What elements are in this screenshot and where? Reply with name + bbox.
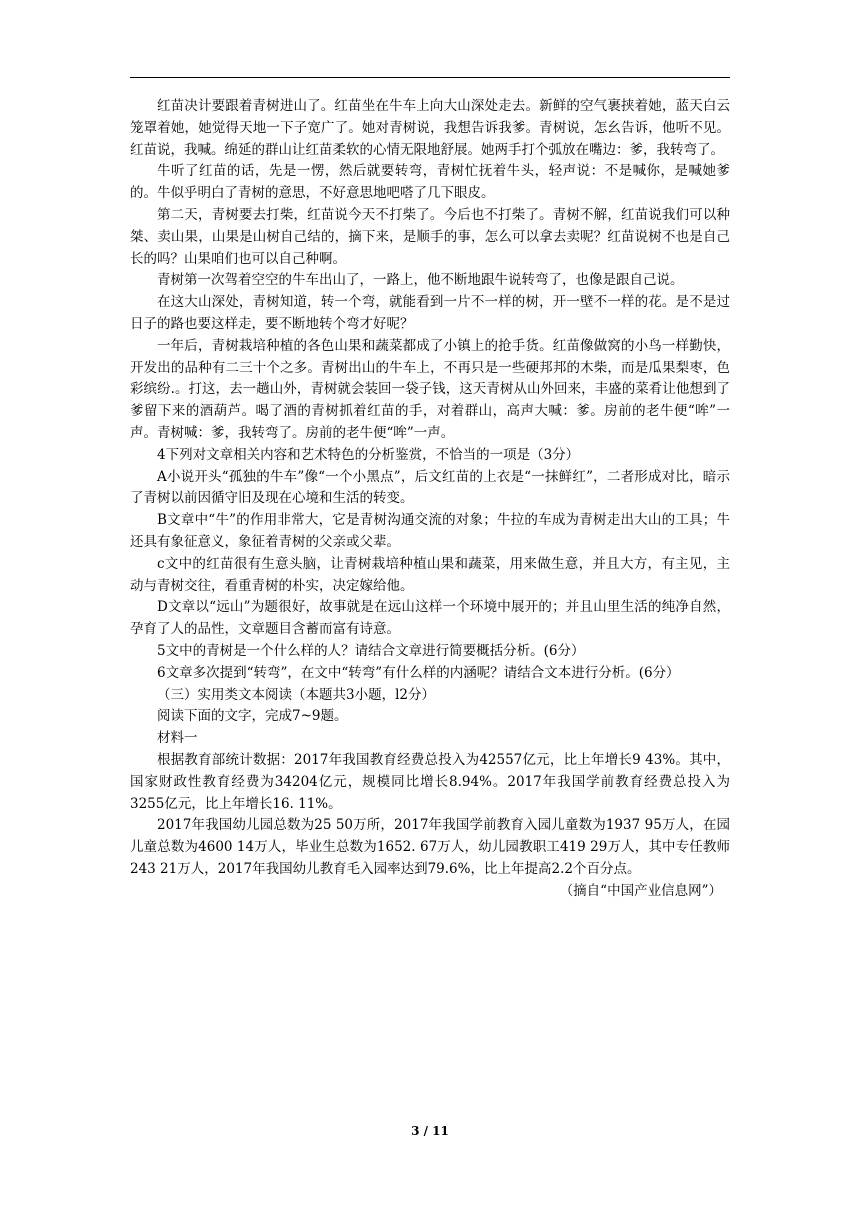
- option-b: B文章中“牛”的作用非常大，它是青树沟通交流的对象；牛拉的车成为青树走出大山的工具；牛还具有象征意义，象征着青树的父亲或父辈。: [130, 512, 730, 550]
- story-paragraph: 第二天，青树要去打柴，红苗说今天不打柴了。今后也不打柴了。青树不解，红苗说我们可以种桀、卖山果，山果是山树自己结的，摘下来，是顺手的事，怎么可以拿去卖呢？红苗说树不也是自己长的吗？山果咱们也可以自己种啊。: [130, 206, 730, 267]
- story-paragraph: 牛听了红苗的话，先是一愣，然后就要转弯，青树忙抚着牛头，轻声说：不是喊你，是喊她爹的。牛似乎明白了青树的意思，不好意思地吧嗒了几下眼皮。: [130, 163, 730, 202]
- story-paragraph: 红苗决计要跟着青树进山了。红苗坐在牛车上向大山深处走去。新鲜的空气裹挟着她，蓝天白云笼罩着她，她觉得天地一下子宽广了。她对青树说，我想告诉我爹。青树说，怎幺告诉，他听不见。红苗说，我喊。绵延的群山让红苗柔软的心情无限地舒展。她两手打个弧放在嘴边：爹，我转弯了。: [130, 98, 730, 158]
- header-rule: [130, 77, 730, 78]
- story-paragraph: 在这大山深处，青树知道，转一个弯，就能看到一片不一样的树，开一壁不一样的花。是不是过日子的路也要这样走，要不断地转个弯才好呢？: [130, 294, 730, 332]
- page-number: 3 / 11: [411, 1124, 449, 1138]
- section-heading: （三）实用类文本阅读（本题共3小题，l2分）: [157, 686, 435, 703]
- document-body: [130, 96, 730, 902]
- material-paragraph: 根据教育部统计数据：2017年我国教育经费总投入为42557亿元，比上年增长9 43%。其中，国家财政性教育经费为34204亿元，规模同比增长8.94%。2017年我国学前教育经费总投入为3255亿元，比上年增长16. 11%。: [130, 751, 730, 812]
- question-6: 6文章多次提到“转弯”，在文中“转弯”有什么样的内涵呢？请结合文本进行分析。(6分）: [157, 664, 680, 681]
- option-a: A小说开头“孤独的牛车”像“一个小黑点”，后文红苗的上衣是“一抹鲜红”，二者形成对比，暗示了青树以前因循守旧及现在心境和生活的转变。: [130, 468, 730, 507]
- material-paragraph: 2017年我国幼儿园总数为25 50万所，2017年我国学前教育入园儿童数为1937 95万人，在园儿童总数为4600 14万人，毕业生总数为1652. 67万人，幼儿园教职工419 29万人，其中专任教师243 21万人，2017年我国幼儿教育毛入园率达到79.6%，比上年提高2.2个百分点。: [130, 817, 730, 877]
- reading-instruction: 阅读下面的文字，完成7~9题。: [157, 708, 348, 725]
- source-note: （摘自“中国产业信息网”）: [559, 882, 722, 899]
- story-paragraph: 一年后，青树栽培种植的各色山果和蔬菜都成了小镇上的抢手货。红苗像做窝的小鸟一样勤快，开发出的品种有二三十个之多。青树出山的牛车上，不再只是一些硬邦邦的木柴，而是瓜果梨枣，色彩缤纷.。打这，去一趟山外，青树就会装回一袋子钱，这天青树从山外回来，丰盛的菜肴让他想到了爹留下来的酒葫芦。喝了酒的青树抓着红苗的手，对着群山，高声大喊：爹。房前的老牛便“哞”一声。青树喊：爹，我转弯了。房前的老牛便“哞”一声。: [130, 337, 730, 441]
- question-4: 4下列对文章相关内容和艺术特色的分析鉴赏，不恰当的一项是（3分）: [157, 446, 580, 463]
- option-d: D文章以“远山”为题很好，故事就是在远山这样一个环境中展开的；并且山里生活的纯净自然，孕育了人的品性，文章题目含蓄而富有诗意。: [130, 599, 730, 638]
- material-label: 材料一: [157, 730, 198, 747]
- story-paragraph: 青树第一次驾着空空的牛车出山了，一路上，他不断地跟牛说转弯了，也像是跟自己说。: [157, 272, 684, 289]
- option-c: c文中的红苗很有生意头脑，让青树栽培种植山果和蔬菜，用来做生意，并且大方，有主见，主动与青树交往，看重青树的朴实，决定嫁给他。: [130, 555, 730, 594]
- question-5: 5文中的青树是一个什么样的人？请结合文章进行简要概括分析。(6分）: [157, 642, 585, 659]
